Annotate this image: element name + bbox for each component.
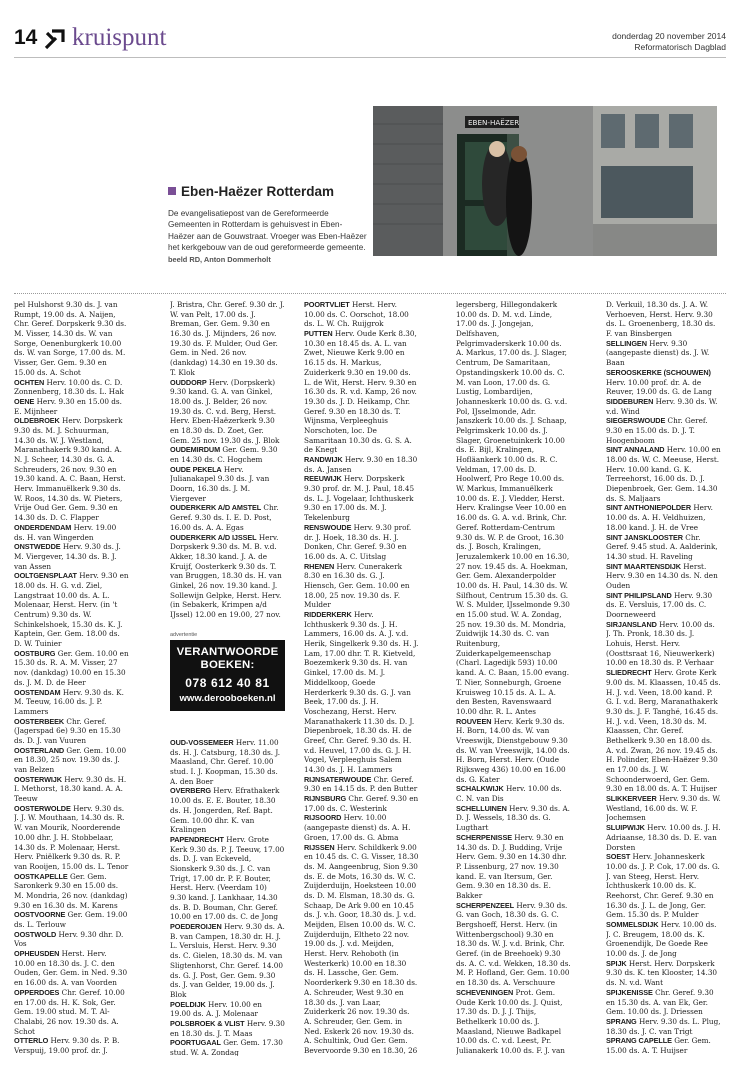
issue-date: donderdag 20 november 2014 — [612, 31, 726, 41]
service-entry — [14, 746, 129, 775]
service-details: Herv. 10.00 ds. C. D. Zonnenberg, 18.30 ds. L. Hak — [14, 377, 124, 397]
service-details: Herv. Efrathakerk 10.00 ds. E. E. Bouter, 18.30 ds. H. Jongerden, Ref. Bapt. Gem. 10.00 dhr. K. van Kralingen — [170, 786, 280, 835]
service-entry — [170, 922, 285, 1000]
service-details: Herv. Dorpskerk 9.30 ds. M. J. Schuurman, 14.30 ds. W. J. Westland, Maranathakerk 9.30 kand. A. N. J. Scheer, 14.30 ds. G. A. Schreuders, 26 nov. 9.30 en 19.30 kand. A. C. Baan, Herst. Herv. Immanuëlkerk 9.30 ds. W. Roos, 14.30 ds. W. Pieters, Vrije Oud Ger. Gem. 9.30 en 14.30 ds. D. C. Flapper — [14, 416, 126, 523]
service-entry — [304, 610, 419, 775]
service-entry — [14, 930, 129, 949]
service-entry — [14, 416, 129, 523]
service-details: Ger. Gem. 10.00 en 15.30 ds. R. A. M. Visser, 27 nov. (dankdag) 10.00 en 15.30 ds. J. M. D. de Heer — [14, 648, 129, 687]
place-name: SPIJK — [606, 958, 627, 968]
place-name: OLDEBROEK — [14, 416, 60, 426]
service-entry — [14, 397, 129, 416]
service-entry — [606, 988, 721, 1017]
place-name: OENE — [14, 396, 35, 406]
place-name: REEUWIJK — [304, 474, 342, 484]
service-details: Herv. Dorpskerk 9.30 prof. dr. M. J. Paul, 18.45 ds. L. J. Vogelaar, Ichthuskerk 9.30 en 17.00 ds. M. J. Tekelenburg — [304, 474, 415, 523]
church-services-column-4 — [456, 300, 571, 1056]
place-name: OPPERDOES — [14, 987, 60, 997]
place-name: SIRJANSLAND — [606, 619, 657, 629]
service-details: Herv. Julianakapel 9.30 ds. J. van Doorn, 16.30 ds. J. M. Viergever — [170, 464, 270, 503]
place-name: POEDEROIJEN — [170, 922, 222, 932]
place-name: SINT PHILIPSLAND — [606, 590, 672, 600]
service-entry — [14, 872, 129, 911]
service-details: Herv. Ichthuskerk 9.30 ds. J. H. Lammers, 16.00 ds. A. J. v.d. Herik, Singelkerk 9.30 ds. H. J. Lam, 17.00 dhr. T. R. Kietveld, Boezemkerk 9.30 ds. H. van Ginkel, 17.00 ds. M. J. Middelkoop, Goede Herderkerk 9.30 ds. G. J. van Beek, 17.00 ds. J. H. Voschezang, Herst. Herv. Maranathakerk 11.30 ds. D. J. Diepenbroek, 18.30 ds. H. de Greef, Chr. Geref. 9.30 ds. H. v.d. Heuvel, 17.00 ds. G. J. H. Vogel, Verpleeghuis Salem 14.30 ds. J. H. Lammers — [304, 610, 419, 774]
service-entry — [170, 1019, 285, 1038]
service-details: D. Verkuil, 18.30 ds. J. A. W. Verhoeven, Herst. Herv. 9.30 ds. L. Groenenberg, 18.30 ds. F. van Binsbergen — [606, 300, 716, 339]
service-entry — [170, 1038, 285, 1056]
service-entry — [606, 416, 721, 445]
place-name: OOSTERWOLDE — [14, 803, 71, 813]
place-name: SELLINGEN — [606, 338, 647, 348]
service-entry — [304, 455, 419, 474]
service-details: Herv. Dorpskerk 9.30 ds. M. B. v.d. Akker, 18.30 kand. J. A. de Kruijf, Oosterkerk 9.30 ds. T. van Bruggen, 18.30 ds. H. van Ginkel, 26 nov. 19.30 kand. J. Sollewijn Gelpke, Herst. Herv. (in Sebakerk, Krimpen a/d IJssel) 12.00 en 19.00, 27 nov. — [170, 532, 282, 619]
church-services-column-3 — [304, 300, 419, 1056]
place-name: PUTTEN — [304, 329, 333, 339]
service-entry — [606, 397, 721, 416]
service-details: Herv. Johanneskerk 10.00 ds. J. P. Cok, 17.00 ds. G. J. van Steeg, Herst. Herv. Ichthuskerk 10.00 ds. K. Reehorst, Chr. Geref. 9.30 en 16.30 ds. J. L. de Jong, Ger. Gem. 15.30 ds. P. Mulder — [606, 852, 720, 920]
place-name: PAPENDRECHT — [170, 834, 224, 844]
service-entry — [170, 445, 285, 464]
service-details: Herv. 9.30 ds. H. I. Methorst, 18.30 kand. A. A. Teeuw — [14, 774, 127, 804]
place-name: OPHEUSDEN — [14, 949, 60, 959]
service-entry — [14, 378, 129, 397]
service-details: Herv. 10.00 ds. J. Th. Pronk, 18.30 ds. J. Lohuis, Herst. Herv. (Oosttsraat 16, Nieuwerkerk) 10.00 en 18.30 ds. P. Verhaar — [606, 619, 715, 668]
place-name: OOSTVOORNE — [14, 910, 66, 920]
service-details: Herv. 9.30 ds. J. M. Viergever, 14.30 ds. B. J. van Assen — [14, 542, 121, 571]
service-details: Herv. 9.30 ds. K. M. Teeuw, 16.00 ds. J. P. Lammers — [14, 687, 124, 716]
service-entry — [14, 1036, 129, 1056]
place-name: OOSTKAPELLE — [14, 871, 68, 881]
service-details: Herv. 10.00 ds. J. H. Adriaanse, 18.30 ds. D. E. van Dorsten — [606, 823, 721, 852]
service-details: Chr. Geref. 9.30 en 15.00 ds. D. J. T. Hoogenboom — [606, 416, 708, 445]
service-entry — [606, 920, 721, 959]
church-services-column-2-lower — [170, 738, 285, 1056]
service-details: Herv. 9.30 en 18.30 ds. J. T. Maas — [170, 1018, 285, 1038]
place-name: OUDERKERK A/D AMSTEL — [170, 503, 262, 513]
service-details: Herv. 10.00 (aangepaste dienst) ds. A. H. Groen, 17.00 ds. G. Abma — [304, 813, 411, 842]
place-name: SCHERPENZEEL — [456, 900, 514, 910]
service-details: Chr. Geref. 9.30 en 14.15 ds. P. den Butter — [304, 774, 418, 794]
place-name: SCHELLUINEN — [456, 803, 507, 813]
caption-text: De evangelisatiepost van de Gereformeerde Gemeenten in Rotterdam is gehuisvest in Eben-Haëzer aan de Gouwstraat. Vroeger was Eben-Haëzer het kerkgebouw van de oud gereformeerde gemeente. — [168, 209, 367, 253]
service-details: Ger. Gem. 19.00 ds. L. Terlouw — [14, 910, 128, 929]
service-entry — [14, 542, 129, 571]
service-details: Herv. 10.00 en 18.00 ds. W. C. Meeuse, Herst. Herv. 10.00 kand. G. K. Terreehorst, 16.00 ds. D. J. Diepenbroek, Ger. Gem. 14.30 ds. S. Maljaars — [606, 445, 721, 503]
service-details: Herv. 9.30 ds. J. J. W. Mouthaan, 14.30 ds. R. W. van Mourik, Noorderende 10.00 dhr. J. H. Stobbelaar, 14.30 ds. P. Molenaar, Herst. Herv. Pniëlkerk 9.30 ds. R. P. van Rooijen, 15.00 ds. L. Tenor — [14, 803, 129, 871]
service-details: Chr. Geref. 10.00 en 17.00 ds. H. K. Sok, Ger. Gem. 19.00 stud. M. T. Al-Chalabi, 26 nov. 19.30 ds. A. Schot — [14, 987, 125, 1036]
service-entry — [304, 562, 419, 610]
service-details: Herv. 9.30 ds. W. Westland, 16.00 ds. W. F. Jochemsen — [606, 794, 721, 823]
place-name: RENSWOUDE — [304, 522, 352, 532]
service-details: Herst. Herv. 10.00 en 18.30 ds. J. C. den Ouden, Ger. Gem. in Ned. 9.30 en 16.00 ds. A. van Voorden — [14, 949, 128, 988]
service-details: Herv. 10.00 ds. A. H. Veldhuizen, 18.00 kand. J. H. de Vree — [606, 503, 713, 532]
service-details: Chr. Geref. 9.30 ds. I. E. D. Post, 16.00 ds. A. A. Egas — [170, 503, 279, 532]
service-entry — [606, 368, 721, 397]
place-name: POELDIJK — [170, 999, 206, 1009]
service-entry — [14, 300, 129, 378]
service-entry — [170, 300, 285, 378]
sign-text: EBEN-HAËZER — [468, 118, 520, 127]
service-details: Herst. Herv. 10.00 ds. C. Oorschot, 18.00 ds. L. W. Ch. Ruijgrok — [304, 300, 409, 329]
place-name: SPRANG CAPELLE — [606, 1036, 672, 1046]
church-services-column-5 — [606, 300, 721, 1056]
service-entry — [170, 786, 285, 834]
service-entry — [606, 823, 721, 852]
place-name: SLUIPWIJK — [606, 823, 645, 833]
service-entry — [606, 339, 721, 368]
service-entry — [14, 717, 129, 746]
service-entry — [456, 717, 571, 785]
place-name: OOSTWOLD — [14, 929, 57, 939]
ad-line-1: VERANTWOORDE — [176, 646, 279, 658]
service-details: Ger. Gem. Saronkerk 9.30 en 15.00 ds. M. Mondria, 26 nov. (dankdag) 9.30 en 16.30 ds. M. Karens — [14, 871, 128, 910]
service-entry — [14, 804, 129, 872]
feature-caption — [168, 208, 368, 265]
ad-url: www.derooboeken.nl — [179, 693, 276, 704]
service-details: Herv. 9.30 dhr. D. Vos — [14, 929, 124, 949]
service-details: Herv. 9.30 en 18.30 ds. A. Jansen — [304, 455, 418, 474]
place-name: SINT JANSKLOOSTER — [606, 532, 683, 542]
service-details: Herv. Oude Kerk 8.30, 10.30 en 18.45 ds. A. L. van Zwet, Nieuwe Kerk 9.00 en 16.15 ds. H. Markus, Zuiderkerk 9.30 en 19.00 ds. L. de Wit, Herst. Herv. 9.30 en 16.30 ds. R. v.d. Kamp, 26 nov. 19.30 ds. J. D. Heikamp, Chr. Geref. 9.30 en 18.30 ds. T. Wijnsma, Verpleeghuis Norschoten, loc. De Samaritaan 10.30 ds. G. S. A. de Knegt — [304, 329, 417, 455]
place-name: OOSTBURG — [14, 648, 56, 658]
service-entry — [170, 533, 285, 621]
service-details: Herst. Herv. 9.30 en 14.30 ds. N. den Ouden — [606, 561, 718, 590]
dotted-separator — [14, 293, 726, 294]
service-details: Herst. Herv. Dorpskerk 9.30 ds. K. ten Klooster, 14.30 ds. N. v.d. Want — [606, 958, 718, 988]
service-entry — [456, 833, 571, 901]
service-entry — [606, 445, 721, 503]
crossroads-arrow-icon — [43, 27, 67, 51]
service-details: Herv. (Dorpskerk) 9.30 kand. G. A. van Ginkel, 18.00 ds. J. Belder, 26 nov. 19.30 ds. C. v.d. Berg, Herst. Herv. Eben-Haëzerkerk 9.30 en 18.30 ds. D. Zoet, Ger. Gem. 25 nov. 19.30 ds. J. Blok — [170, 377, 280, 445]
service-entry — [456, 804, 571, 833]
place-name: SLIEDRECHT — [606, 668, 652, 678]
place-name: OVERBERG — [170, 786, 211, 796]
place-name: OOSTERBEEK — [14, 716, 65, 726]
place-name: RIDDERKERK — [304, 610, 352, 619]
service-details: Herv. 9.30 en 14.30 ds. D. J. Budding, Vrije Herv. Gem. 9.30 en 14.30 dhr. P. Lissenburg, 27 nov. 19.30 kand. E. van Itersum, Ger. Gem. 9.30 en 18.30 ds. E. Bakker — [456, 832, 567, 900]
service-details: Herv. 9.30 ds. P. B. Verspuij, 19.00 prof. dr. J. — [14, 1036, 120, 1055]
service-details: Herv. Grote Kerk 9.00 ds. M. Klaassen, 10.45 ds. H. J. v.d. Veen, 18.00 kand. P. G. I. v.d. Berg, Maranathakerk 9.30 ds. J. F. Tanghé, 16.45 ds. H. J. v.d. Veen, 18.30 ds. M. Klaassen, Chr. Geref. Bethelkerk 9.30 en 18.00 ds. A. v.d. Zwan, 26 nov. 19.45 ds. H. Polinder, Eben-Haëzer 9.30 en 17.00 ds. J. W. Schoonderwoerd, Ger. Gem. 9.30 en 18.00 ds. A. T. Huijser — [606, 668, 721, 794]
service-details: Herv. 9.30 ds. L. Plug, 18.30 ds. J. C. van Trigt — [606, 1016, 721, 1036]
place-name: SPRANG — [606, 1016, 637, 1026]
place-name: OOSTERLAND — [14, 745, 65, 755]
service-details: legersberg, Hillegondakerk 10.00 ds. D. M. v.d. Linde, 17.00 ds. J. Jongejan, Delfshaven, Pelgrimvaderskerk 10.00 ds. A. Markus, 17.00 ds. J. Slager, Centrum, De Samaritaan, Opstandingskerk 10.00 ds. C. M. van Loon, 17.00 ds. G. Lustig, Lombardijen, Johanneskerk 10.00 ds. G. v.d. Pol, IJsselmonde, Adr. Janszkerk 10.00 ds. J. Schaap, Pelgrimskerk 10.00 ds. J. Slager, Groenetuinkerk 10.00 ds. E. Bijl, Kralingen, Hofläankerk 10.00 ds. R. C. Veldman, 17.00 ds. D. Hoolwerf, Pro Rege 10.00 ds. W. Markus, Immanuëlkerk 10.00 ds. E. J. Vledder, Herst. Herv. Kralingse Veer 10.00 en 16.00 ds. G. A. v.d. Brink, Chr. Geref. Rotterdam-Centrum 9.30 ds. W. P. de Groot, 16.30 ds. J. Bosch, Kralingen, Jeruzalemkerk 10.00 en 16.30, 27 nov. 19.45 ds. A. Hoekman, Ger. Gem. Alexanderpolder 10.00 ds. H. Paul, 14.30 ds. W. Silfhout, Centrum 15.30 ds. G. W. S. Mulder, IJsselmonde 9.30 en 15.00 stud. W. A. Zondag, 25 nov. 19.30 ds. M. Mondria, Zuidwijk 14.30 ds. C. van Ruitenburg, Zuiderkapelgemeenschap (Charl. Lagedijk 593) 10.00 kand. A. C. Baan, 15.00 evang. T. Nier, Sonneburgh, Groene Kruisweg 10.15 ds. A. L. A. den Besten, Ravenswaard 10.00 dhr. R. L. Antes — [456, 300, 570, 716]
place-name: OUDEMIRDUM — [170, 445, 221, 455]
place-name: RIJNSATERWOUDE — [304, 774, 372, 784]
service-details: Herv. 9.30 ds. A. B. van Campen, 18.30 dr. H. J. L. Versluis, Herst. Herv. 9.30 ds. C. Gielen, 18.30 ds. M. van Sligtenhorst, Chr. Geref. 14.00 ds. G. J. Post, Ger. Gem. 9.30 ds. J. van Gelder, 19.00 ds. J. Blok — [170, 922, 285, 999]
service-entry — [14, 688, 129, 717]
service-entry — [606, 794, 721, 823]
service-details: Herv. 11.00 ds. H. J. Catsburg, 18.30 ds. J. Maasland, Chr. Geref. 10.00 stud. I. J. Koopman, 15.30 ds. A. den Boer — [170, 738, 281, 786]
service-details: Herv. Schildkerk 9.00 en 10.45 ds. C. G. Visser, 18.30 ds. M. Aangeenbrug, Sion 9.30 ds. E. de Mots, 16.30 ds. W. C. Zuijderduijn, Hoeksteen 10.00 ds. D. M. Elsman, 18.30 ds. G. Schaap, De Ark 9.00 en 10.45 ds. J. v.h. Goor, 18.30 ds. J. v.d. Meijden, Elsen 10.00 ds. W. C. Zuijderduijn, Eltheto 22 nov. 19.00 ds. J. v.d. Meijden, Herst. Herv. Rehoboth (in Westerkerk) 10.00 en 18.30 ds. H. Lassche, Ger. Gem. Noorderkerk 9.30 en 18.30 ds. A. Schreuder, West 9.30 en 18.30 ds. J. van Laar, Zuiderkerk 26 nov. 19.30 ds. A. Schreuder, Ger. Gem. in Ned. Eskerk 26 nov. 19.30 ds. A. Schultink, Oud Ger. Gem. Bevervoorde 9.30 en 18.30, 26 — [304, 842, 419, 1055]
place-name: SINT ANNALAND — [606, 445, 665, 455]
service-entry — [14, 649, 129, 688]
place-name: SCHALKWIJK — [456, 784, 504, 794]
service-entry — [14, 949, 129, 988]
service-entry — [170, 835, 285, 922]
ad-label: advertentie — [170, 632, 198, 638]
service-details: Chr. Geref. 9.30 en 15.30 ds. A. van Ek, Ger. Gem. 10.00 ds. J. Driessen — [606, 987, 714, 1017]
service-entry — [606, 1036, 721, 1055]
place-name: SINT MAARTENSDIJK — [606, 561, 681, 571]
service-details: Herv. Cunerakerk 8.30 en 16.30 ds. G. J. Hiensch, Ger. Gem. 10.00 en 18.00, 25 nov. 19.30 ds. F. Mulder — [304, 561, 410, 610]
service-details: Herv. 10.00 ds. J. C. Breugem, 18.00 ds. K. Groenendijk, De Goede Ree 10.00 ds. J. de Jong — [606, 920, 717, 959]
service-details: Herv. 9.30 en 15.00 ds. E. Mijnheer — [14, 396, 122, 416]
place-name: SEROOSKERKE (SCHOUWEN) — [606, 367, 711, 377]
header-rule — [14, 57, 726, 58]
church-services-column-1 — [14, 300, 129, 1056]
service-details: Herv. Kerk 9.30 ds. H. Born, 14.00 ds. W. van Vreeswijk, Dienstgebouw 9.30 ds. W. van Vreeswijk, 14.00 ds. H. Born, Herst. Herv. (Oude Rijksweg 436) 10.00 en 16.00 ds. G. Kater — [456, 716, 570, 784]
service-entry — [304, 813, 419, 842]
service-entry — [14, 988, 129, 1036]
church-services-column-2 — [170, 300, 285, 620]
service-entry — [170, 503, 285, 532]
service-entry — [304, 474, 419, 522]
service-details: Ger. Gem. 15.00 ds. A. T. Huijser — [606, 1036, 711, 1055]
place-name: OUDE PEKELA — [170, 464, 222, 474]
place-name: RIJNSBURG — [304, 794, 347, 804]
feature-headline — [168, 184, 334, 199]
service-entry — [456, 784, 571, 803]
service-entry — [170, 465, 285, 504]
place-name: OUDERKERK A/D IJSSEL — [170, 532, 257, 542]
place-name: POORTVLIET — [304, 300, 350, 309]
service-details: Herv. Grote Kerk 9.30 ds. P. J. Teeuw, 17.00 ds. D. J. van Eckeveld, Sionskerk 9.30 ds. J. C. van Trigt, 17.00 dr. P. F. Bouter, Herst. Herv. (Veerdam 10) 9.30 kand. J. Lankhaar, 14.30 ds. B. D. Bouman, Chr. Geref. 10.00 en 17.00 ds. C. de Jong — [170, 834, 285, 922]
place-name: ROUVEEN — [456, 716, 492, 726]
newspaper-name: Reformatorisch Dagblad — [634, 42, 726, 52]
place-name: OCHTEN — [14, 377, 45, 387]
place-name: RIJSOORD — [304, 813, 342, 823]
service-entry — [606, 852, 721, 920]
service-details: Herv. 10.00 en 19.00 ds. A. J. Molenaar — [170, 999, 262, 1019]
service-entry — [456, 901, 571, 988]
service-details: Chr. Geref. 9.30 en 17.00 ds. C. Westerink — [304, 794, 419, 813]
place-name: SLIKKERVEER — [606, 794, 657, 804]
service-details: Herv. 9.30 en 18.00 ds. H. G. v.d. Ziel, Langstraat 10.00 ds. A. L. Molenaar, Herst. Herv. (in 't Centrum) 9.30 ds. W. Schinkelshoek, 15.30 ds. K. J. Kaptein, Ger. Gem. 18.00 ds. D. W. Tuinier — [14, 571, 129, 649]
service-entry — [606, 562, 721, 591]
place-name: SCHERPENISSE — [456, 832, 512, 842]
service-entry — [304, 843, 419, 1057]
ad-box[interactable] — [170, 640, 285, 711]
place-name: SOEST — [606, 852, 631, 862]
page-number: 14 — [14, 26, 38, 49]
service-entry — [606, 1017, 721, 1036]
place-name: ONDERDENDAM — [14, 522, 72, 532]
service-entry — [170, 378, 285, 446]
service-details: Herv. 9.30 ds. E. Versluis, 17.00 ds. C. Doorneweerd — [606, 590, 713, 619]
service-entry — [14, 571, 129, 649]
service-entry — [606, 668, 721, 794]
dateline — [612, 31, 726, 53]
place-name: RANDWIJK — [304, 455, 343, 464]
place-name: SCHEVENINGEN — [456, 987, 514, 997]
service-entry — [606, 620, 721, 668]
place-name: OOSTENDAM — [14, 687, 61, 697]
place-name: SOMMELSDIJK — [606, 920, 659, 929]
section-title: kruispunt — [72, 24, 167, 51]
place-name: SIDDEBUREN — [606, 396, 654, 406]
service-details: Chr. Geref. (Jagerspad 6e) 9.30 en 15.30 ds. D. J. van Vuuren — [14, 716, 121, 745]
feature-photo — [373, 106, 717, 256]
service-details: Ger. Gem. 10.00 en 18.30, 25 nov. 19.30 ds. J. van Belzen — [14, 745, 127, 774]
place-name: SINT ANTHONIEPOLDER — [606, 503, 691, 513]
service-details: Herv. 10.00 prof. dr. A. de Reuver, 19.00 ds. G. de Lang — [606, 377, 712, 397]
service-details: Herv. 19.00 ds. H. van Wingerden — [14, 522, 117, 542]
service-details: pel Hulshorst 9.30 ds. J. van Rumpt, 19.00 ds. A. Naijen, Chr. Geref. Dorpskerk 9.30 ds. M. Visser, 14.30 ds. W. van Sorge, Oenenburgkerk 10.00 ds. W. van Sorge, 17.00 ds. M. Visser, Ger. Gem. 9.30 en 15.00 ds. A. Schot — [14, 300, 127, 377]
service-entry — [170, 1000, 285, 1019]
service-entry — [606, 959, 721, 988]
service-entry — [304, 523, 419, 562]
section-square-icon — [168, 187, 176, 195]
service-details: Herv. 9.30 ds. G. van Goch, 18.30 ds. G. C. Bergshoeff, Herst. Herv. (in Wittenbergschool) 9.30 en 18.30 ds. W. J. v.d. Brink, Chr. Geref. (in de Breehoek) 9.30 ds. A. C. v.d. Wekken, 18.30 ds. M. P. Hofland, Ger. Gem. 10.00 en 18.30 ds. A. Verschuure — [456, 900, 571, 988]
service-details: Prot. Gem. Oude Kerk 10.00 ds. J. Quist, 17.30 ds. D. J. J. Thijs, Bethelkerk 10.00 ds. J. Maasland, Nieuwe Badkapel 10.00 ds. C. v.d. Leest, Pr. Julianakerk 10.00 ds. F. J. van — [456, 987, 565, 1055]
service-entry — [170, 738, 285, 786]
service-details: Herv. 9.30 (aangepaste dienst) ds. J. W. Baan — [606, 338, 710, 368]
place-name: ONSTWEDDE — [14, 542, 61, 552]
service-details: Herv. 9.30 ds. W. v.d. Wind — [606, 396, 718, 416]
service-details: J. Bristra, Chr. Geref. 9.30 dr. J. W. van Pelt, 17.00 ds. J. Breman, Ger. Gem. 9.30 en 16.30 ds. J. Mijnders, 26 nov. 19.30 ds. F. Mulder, Oud Ger. Gem. in Ned. 26 nov. (dankdag) 14.30 en 19.30 ds. T. Klok — [170, 300, 285, 377]
service-details: Herv. 10.00 ds. C. N. van Dis — [456, 784, 562, 804]
feature-headline-text: Eben-Haëzer Rotterdam — [181, 184, 335, 199]
place-name: SIEGERSWOUDE — [606, 416, 666, 426]
place-name: OUDDORP — [170, 377, 207, 387]
service-entry — [606, 533, 721, 562]
place-name: RIJSSEN — [304, 842, 335, 852]
service-entry — [456, 300, 571, 717]
ad-line-2: BOEKEN: — [200, 659, 255, 671]
place-name: OOLTGENSPLAAT — [14, 571, 77, 581]
service-entry — [304, 329, 419, 455]
service-entry — [606, 591, 721, 620]
place-name: OTTERLO — [14, 1036, 49, 1046]
service-details: Ger. Gem. 9.30 en 14.30 ds. C. Hogchem — [170, 445, 278, 464]
place-name: POLSBROEK & VLIST — [170, 1018, 245, 1028]
advertisement — [170, 632, 285, 711]
service-entry — [456, 988, 571, 1056]
service-entry — [304, 300, 419, 329]
place-name: OUD-VOSSEMEER — [170, 738, 234, 747]
service-entry — [606, 300, 721, 339]
service-entry — [14, 775, 129, 804]
place-name: OOSTERWIJK — [14, 774, 62, 784]
service-entry — [14, 910, 129, 929]
service-details: Ger. Gem. 17.30 stud. W. A. Zondag — [170, 1038, 283, 1056]
photo-credit: beeld RD, Anton Dommerholt — [168, 254, 271, 264]
place-name: SPIJKENISSE — [606, 987, 653, 997]
service-entry — [14, 523, 129, 542]
service-entry — [304, 775, 419, 794]
service-details: Herv. 9.30 prof. dr. J. Hoek, 18.30 ds. H. J. Donken, Chr. Geref. 9.30 en 16.00 ds. A. C. Uitslag — [304, 522, 412, 561]
service-details: Chr. Geref. 9.45 stud. A. Aalderink, 14.30 stud. H. Raveling — [606, 532, 718, 561]
ad-phone: 078 612 40 81 — [185, 676, 270, 690]
service-entry — [606, 503, 721, 532]
place-name: RHENEN — [304, 561, 335, 571]
place-name: POORTUGAAL — [170, 1038, 221, 1048]
service-details: Herv. 9.30 ds. A. D. J. Wessels, 18.30 ds. G. Lugthart — [456, 803, 570, 833]
service-entry — [304, 794, 419, 813]
